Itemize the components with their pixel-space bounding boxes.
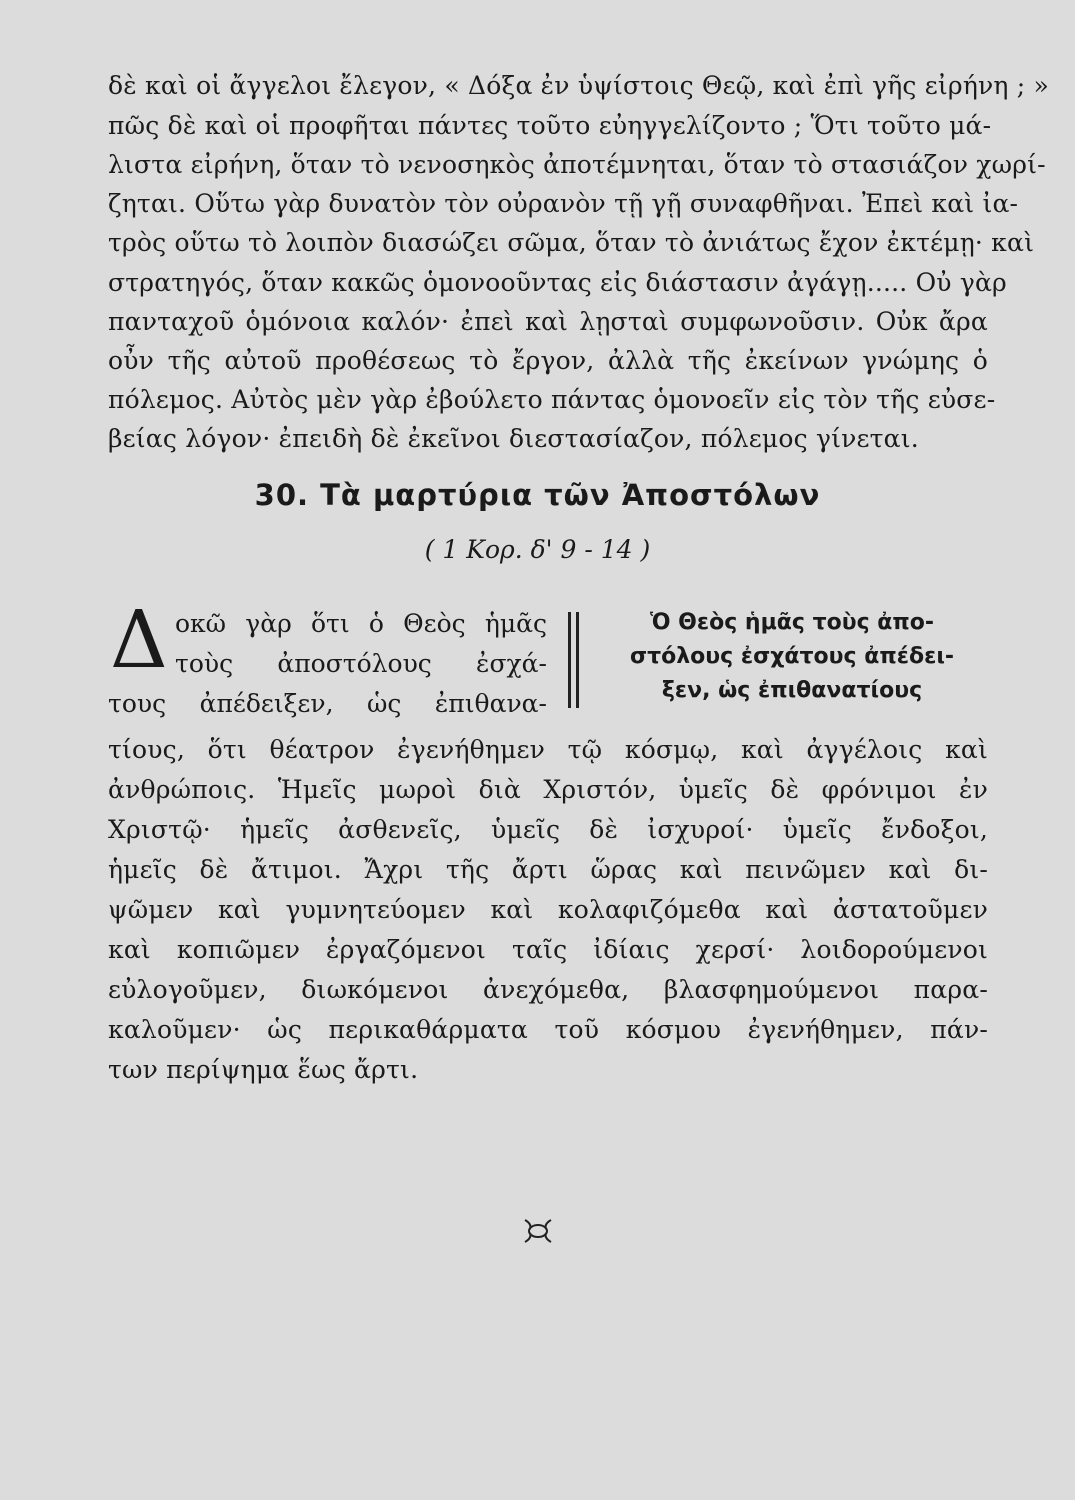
quote-rule — [568, 612, 571, 708]
body-line: εὐλογοῦμεν, διωκόμενοι ἀνεχόμεθα, βλασφημούμενοι παρα- — [108, 975, 988, 1004]
quote-rule — [576, 612, 579, 708]
body-line: τίους, ὅτι θέατρον ἐγενήθημεν τῷ κόσμῳ, καὶ ἀγγέλοις καὶ — [108, 735, 988, 764]
body-line: καλοῦμεν· ὡς περικαθάρματα τοῦ κόσμου ἐγενήθημεν, πάν- — [108, 1015, 988, 1044]
intro-line: πῶς δὲ καὶ οἱ προφῆται πάντες τοῦτο εὐηγγελίζοντο ; Ὅτι τοῦτο μά- — [108, 111, 992, 140]
intro-line: λιστα εἰρήνη, ὅταν τὸ νενοσηκὸς ἀποτέμνηται, ὅταν τὸ στασιάζον χωρί- — [108, 150, 1046, 179]
narrow-line: τοὺς ἀποστόλους ἐσχά- — [175, 649, 547, 678]
intro-line: βείας λόγον· ἐπειδὴ δὲ ἐκεῖνοι διεστασίαζον, πόλεμος γίνεται. — [108, 424, 919, 453]
intro-line: οὖν τῆς αὐτοῦ προθέσεως τὸ ἔργον, ἀλλὰ τῆς ἐκείνων γνώμης ὁ — [108, 346, 988, 375]
intro-line: πόλεμος. Αὐτὸς μὲν γὰρ ἐβούλετο πάντας ὁμονοεῖν εἰς τὸν τῆς εὐσε- — [108, 385, 996, 414]
section-reference: ( 1 Κορ. δ' 9 - 14 ) — [424, 535, 651, 564]
body-line: ἡμεῖς δὲ ἄτιμοι. Ἄχρι τῆς ἄρτι ὥρας καὶ πεινῶμεν καὶ δι- — [108, 855, 988, 884]
body-line: ψῶμεν καὶ γυμνητεύομεν καὶ κολαφιζόμεθα καὶ ἀστατοῦμεν — [108, 895, 988, 924]
pull-quote-line: ξεν, ὡς ἐπιθανατίους — [661, 678, 923, 703]
intro-line: στρατηγός, ὅταν κακῶς ὁμονοοῦντας εἰς διάστασιν ἀγάγῃ..... Οὐ γὰρ — [108, 268, 1007, 297]
body-line: καὶ κοπιῶμεν ἐργαζόμενοι ταῖς ἰδίαις χερσί· λοιδορούμενοι — [108, 935, 988, 964]
intro-line: δὲ καὶ οἱ ἄγγελοι ἔλεγον, « Δόξα ἐν ὑψίστοις Θεῷ, καὶ ἐπὶ γῆς εἰρήνη ; » — [108, 71, 1049, 100]
pull-quote-line: Ὁ Θεὸς ἡμᾶς τοὺς ἀπο- — [649, 610, 935, 635]
body-line: Χριστῷ· ἡμεῖς ἀσθενεῖς, ὑμεῖς δὲ ἰσχυροί· ὑμεῖς ἔνδοξοι, — [108, 815, 988, 844]
intro-line: πανταχοῦ ὁμόνοια καλόν· ἐπεὶ καὶ λῃσταὶ συμφωνοῦσιν. Οὐκ ἄρα — [108, 307, 988, 336]
pull-quote-line: στόλους ἐσχάτους ἀπέδει- — [629, 644, 955, 669]
body-line: των περίψημα ἕως ἄρτι. — [108, 1055, 419, 1084]
intro-line: ζηται. Οὕτω γὰρ δυνατὸν τὸν οὐρανὸν τῇ γῇ συναφθῆναι. Ἐπεὶ καὶ ἰα- — [108, 189, 1019, 218]
body-line: ἀνθρώποις. Ἡμεῖς μωροὶ διὰ Χριστόν, ὑμεῖς δὲ φρόνιμοι ἐν — [108, 775, 988, 804]
section-title: 30. Τὰ μαρτύρια τῶν Ἀποστόλων — [254, 478, 821, 512]
narrow-line: τους ἀπέδειξεν, ὡς ἐπιθανα- — [108, 689, 547, 718]
pull-quote — [596, 606, 988, 708]
ornament-icon — [522, 1215, 554, 1247]
intro-line: τρὸς οὕτω τὸ λοιπὸν διασώζει σῶμα, ὅταν τὸ ἀνιάτως ἔχον ἐκτέμῃ· καὶ — [108, 228, 1035, 257]
narrow-line: οκῶ γὰρ ὅτι ὁ Θεὸς ἡμᾶς — [175, 609, 547, 638]
drop-cap: Δ — [110, 593, 168, 686]
